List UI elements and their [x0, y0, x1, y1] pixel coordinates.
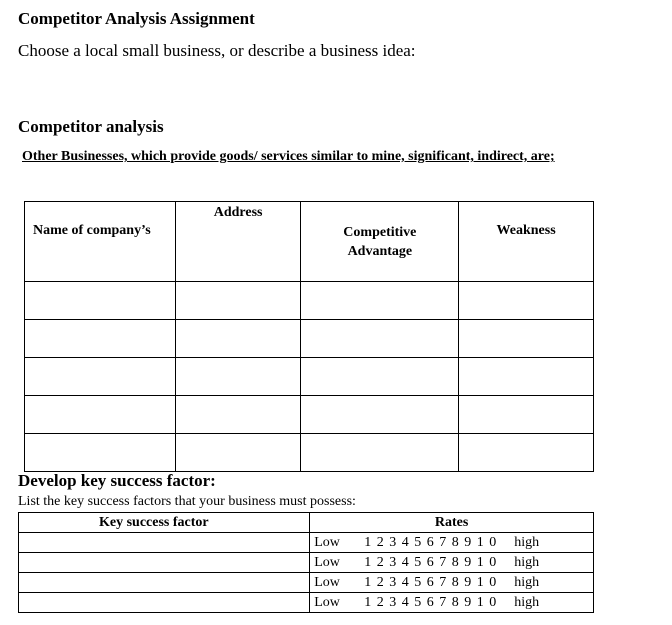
table-row: [25, 320, 594, 358]
rate-low-label: Low: [314, 594, 340, 610]
table-row: [25, 282, 594, 320]
table-cell[interactable]: [25, 282, 176, 320]
header-address: Address: [175, 202, 301, 282]
table-cell[interactable]: [301, 282, 459, 320]
factor-cell[interactable]: [19, 593, 310, 613]
factor-cell[interactable]: [19, 573, 310, 593]
rate-high-label: high: [514, 574, 540, 590]
header-weakness: Weakness: [459, 202, 594, 282]
rate-scale[interactable]: 1 2 3 4 5 6 7 8 9 1 0: [364, 594, 498, 610]
factor-cell[interactable]: [19, 533, 310, 553]
table-cell[interactable]: [175, 396, 301, 434]
table-cell[interactable]: [175, 282, 301, 320]
header-key-success-factor: Key success factor: [19, 513, 310, 533]
subtitle-other-businesses: Other Businesses, which provide goods/ services similar to mine, significant, indirect, are;: [22, 149, 555, 164]
rate-high-label: high: [514, 534, 540, 550]
prompt-text: Choose a local small business, or describe a business idea:: [18, 41, 416, 60]
section-title-key-success: Develop key success factor:: [18, 471, 216, 490]
header-name-of-company: Name of company’s: [25, 202, 176, 282]
header-competitive-advantage-text: Competitive Advantage: [343, 225, 417, 259]
table-cell[interactable]: [175, 358, 301, 396]
rate-scale[interactable]: 1 2 3 4 5 6 7 8 9 1 0: [364, 554, 498, 570]
section-title-competitor-analysis: Competitor analysis: [18, 117, 164, 136]
table-row: [25, 358, 594, 396]
rate-cell: [310, 593, 594, 613]
table-cell[interactable]: [459, 396, 594, 434]
table-cell[interactable]: [301, 320, 459, 358]
rate-cell: [310, 553, 594, 573]
table-cell[interactable]: [25, 358, 176, 396]
competitor-table: [24, 201, 594, 472]
document-title: Competitor Analysis Assignment: [18, 9, 255, 28]
rate-low-label: Low: [314, 574, 340, 590]
table-row: [25, 434, 594, 472]
table-cell[interactable]: [25, 434, 176, 472]
key-success-header-row: [19, 513, 594, 533]
table-row: [19, 593, 594, 613]
header-rates: Rates: [310, 513, 594, 533]
table-cell[interactable]: [175, 434, 301, 472]
competitor-table-header-row: [25, 202, 594, 282]
rate-high-label: high: [514, 594, 540, 610]
table-cell[interactable]: [459, 282, 594, 320]
header-competitive-advantage: [301, 202, 459, 282]
table-cell[interactable]: [459, 320, 594, 358]
rate-cell: [310, 533, 594, 553]
table-cell[interactable]: [25, 320, 176, 358]
table-cell[interactable]: [459, 434, 594, 472]
table-row: [19, 553, 594, 573]
table-cell[interactable]: [25, 396, 176, 434]
table-cell[interactable]: [459, 358, 594, 396]
table-cell[interactable]: [175, 320, 301, 358]
factor-cell[interactable]: [19, 553, 310, 573]
table-row: [19, 533, 594, 553]
rate-low-label: Low: [314, 554, 340, 570]
table-cell[interactable]: [301, 434, 459, 472]
key-success-table: [18, 512, 594, 613]
rate-scale[interactable]: 1 2 3 4 5 6 7 8 9 1 0: [364, 534, 498, 550]
table-cell[interactable]: [301, 396, 459, 434]
instruction-text: List the key success factors that your business must possess:: [18, 494, 356, 509]
rate-low-label: Low: [314, 534, 340, 550]
rate-scale[interactable]: 1 2 3 4 5 6 7 8 9 1 0: [364, 574, 498, 590]
table-cell[interactable]: [301, 358, 459, 396]
table-row: [19, 573, 594, 593]
table-row: [25, 396, 594, 434]
rate-high-label: high: [514, 554, 540, 570]
rate-cell: [310, 573, 594, 593]
